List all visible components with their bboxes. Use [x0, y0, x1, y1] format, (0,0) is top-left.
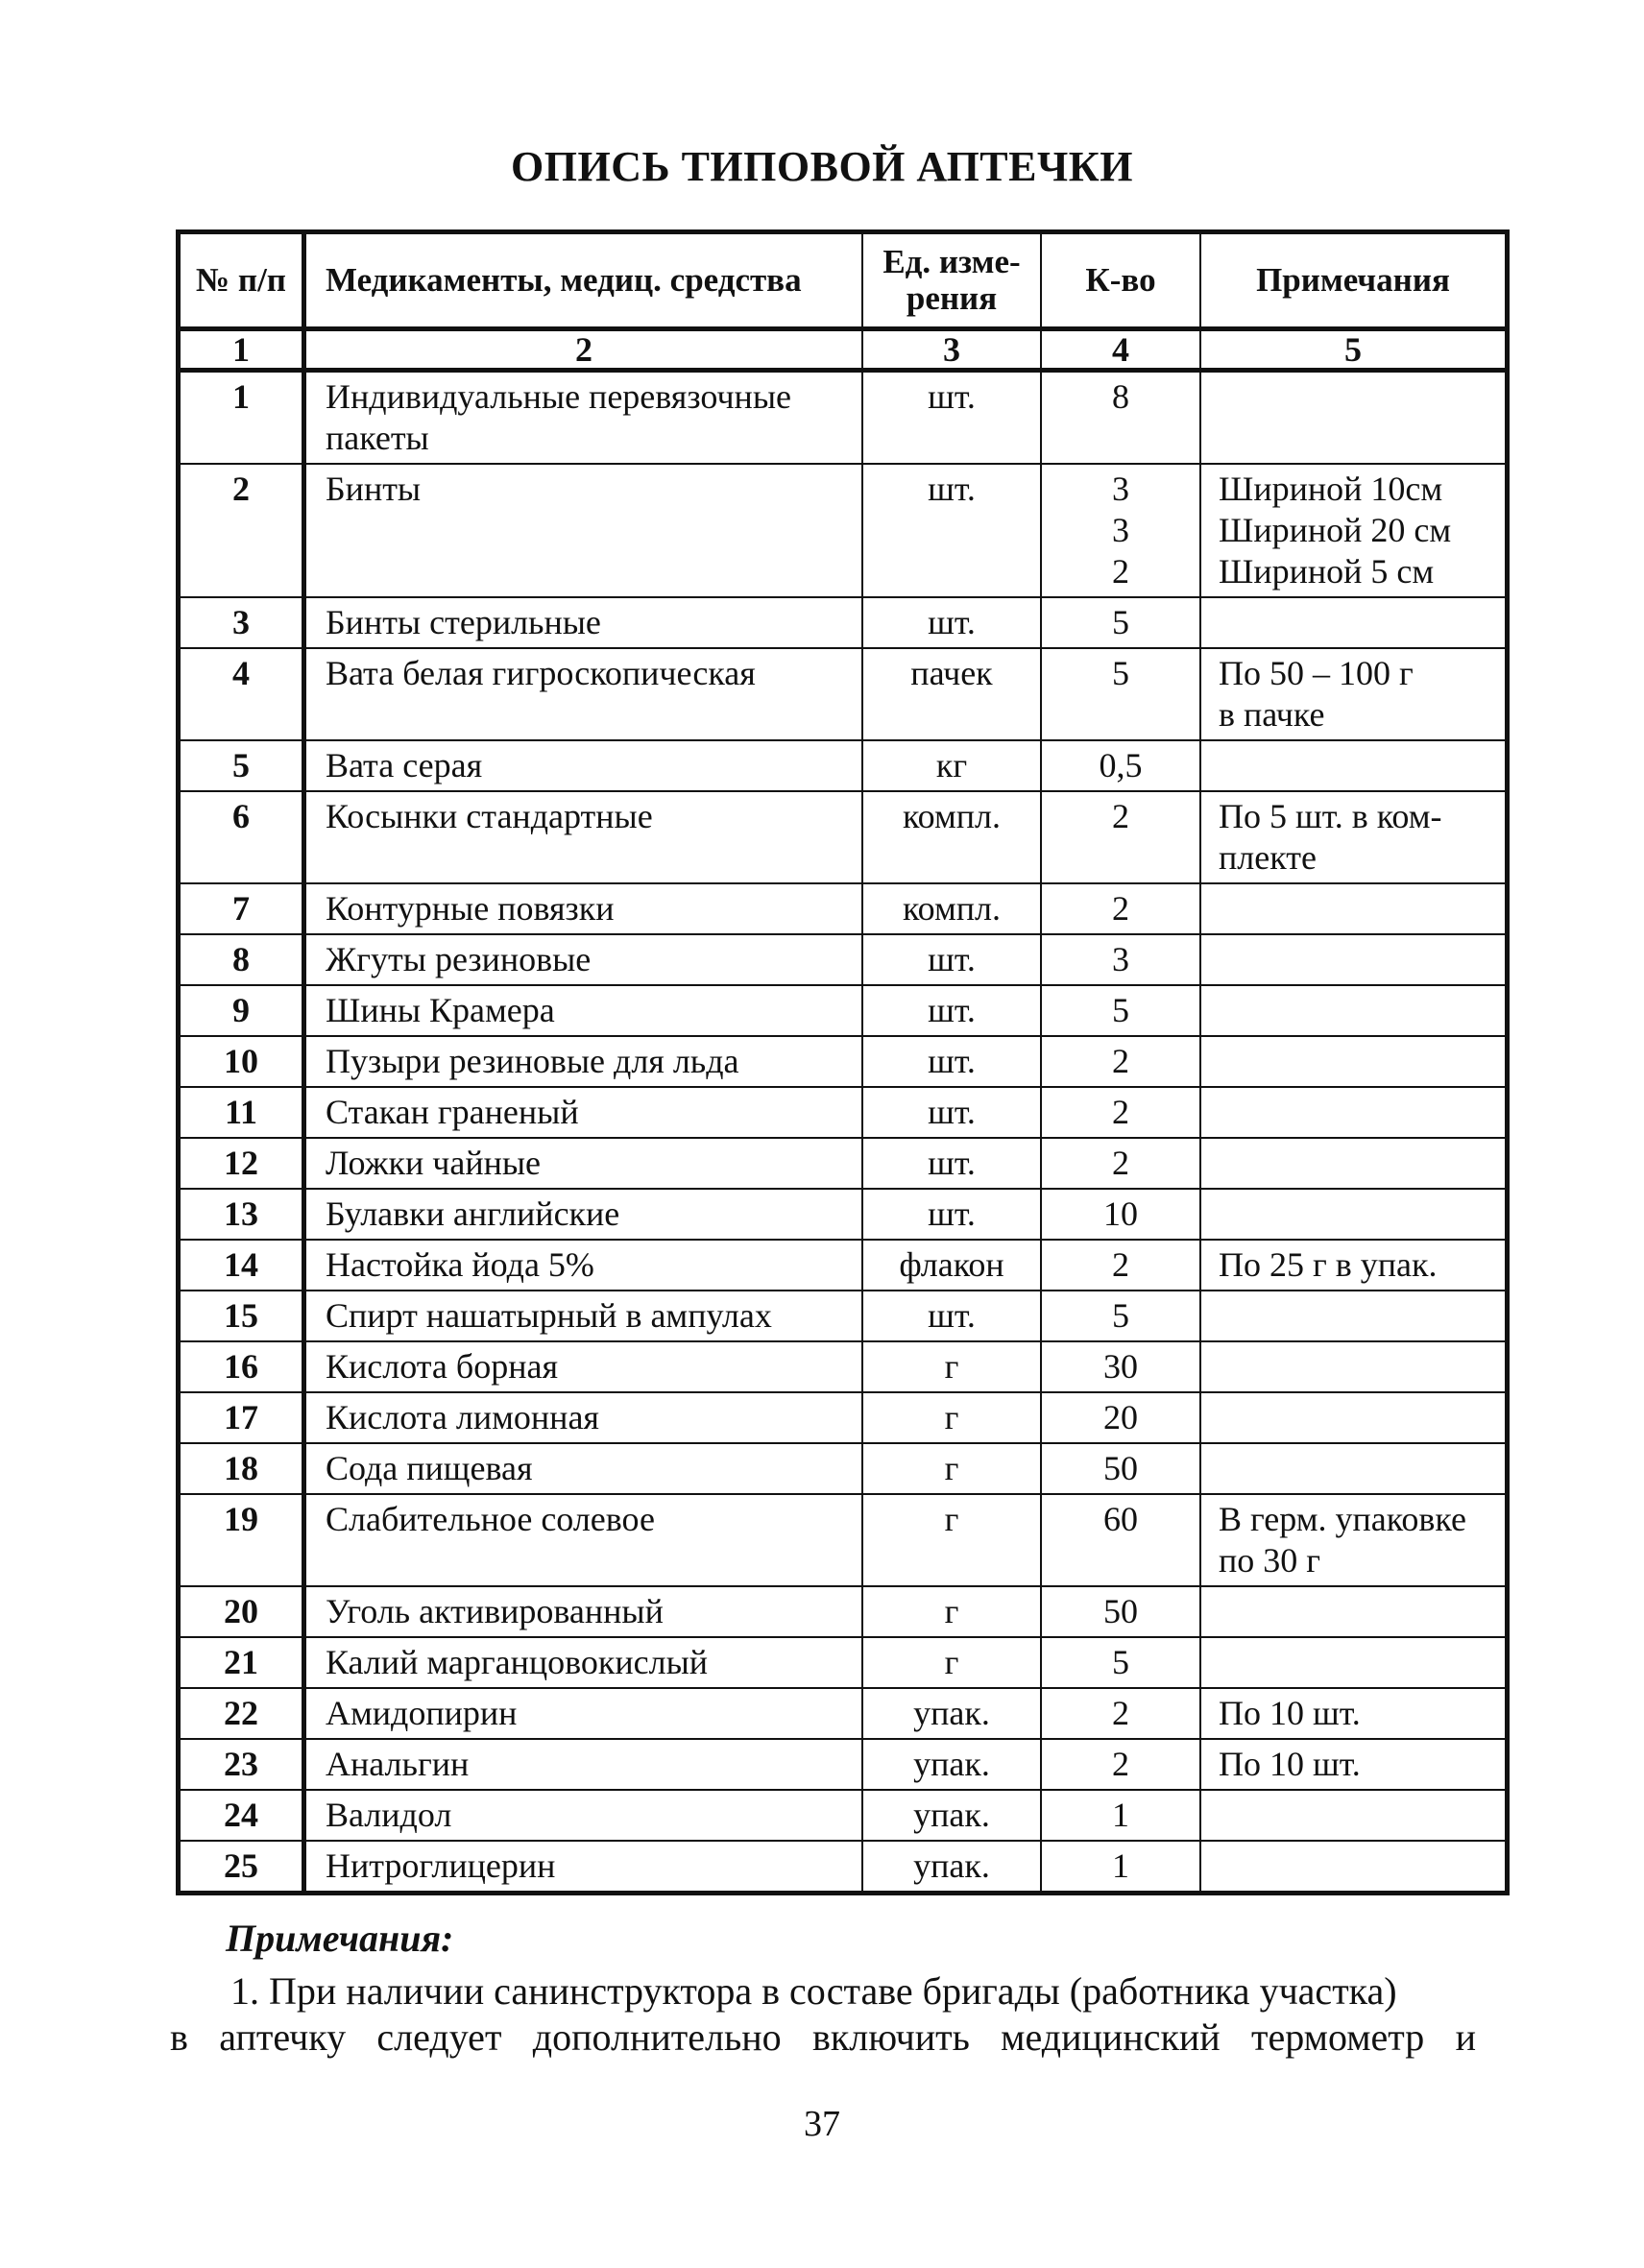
quantity-cell — [1041, 985, 1200, 1036]
header-quantity: К-во — [1041, 232, 1200, 329]
note-cell — [1200, 1586, 1508, 1637]
column-number: 3 — [862, 329, 1041, 371]
medication-name-line: Амидопирин — [326, 1694, 518, 1732]
medication-name-line: Калий марганцовокислый — [326, 1643, 709, 1681]
table-row — [179, 1291, 1508, 1341]
row-number: 8 — [179, 934, 304, 985]
medication-name-line: Контурные повязки — [326, 889, 615, 928]
unit-cell: шт. — [862, 1087, 1041, 1138]
medication-name-line: Шины Крамера — [326, 991, 555, 1029]
note-line: В герм. упаковке — [1219, 1500, 1466, 1538]
quantity-line: 2 — [1112, 1042, 1129, 1080]
quantity-cell — [1041, 1341, 1200, 1392]
quantity-line: 1 — [1112, 1796, 1129, 1834]
medication-name — [304, 1739, 863, 1790]
note-cell — [1200, 1087, 1508, 1138]
table-row — [179, 791, 1508, 883]
quantity-line: 2 — [1112, 1093, 1129, 1131]
note-line: Шириной 10см — [1219, 470, 1443, 508]
unit-cell: упак. — [862, 1688, 1041, 1739]
row-number: 13 — [179, 1189, 304, 1240]
quantity-line: 0,5 — [1099, 746, 1143, 784]
quantity-cell — [1041, 1494, 1200, 1586]
quantity-cell — [1041, 791, 1200, 883]
medication-name — [304, 648, 863, 740]
unit-cell: шт. — [862, 1036, 1041, 1087]
medication-name — [304, 1790, 863, 1841]
quantity-cell — [1041, 934, 1200, 985]
table-row — [179, 1443, 1508, 1494]
table-row — [179, 1087, 1508, 1138]
row-number: 15 — [179, 1291, 304, 1341]
unit-cell: г — [862, 1341, 1041, 1392]
row-number: 19 — [179, 1494, 304, 1586]
quantity-line: 50 — [1103, 1592, 1138, 1630]
note-cell — [1200, 1841, 1508, 1894]
row-number: 21 — [179, 1637, 304, 1688]
row-number: 1 — [179, 371, 304, 465]
unit-cell: пачек — [862, 648, 1041, 740]
quantity-cell — [1041, 1688, 1200, 1739]
unit-cell: кг — [862, 740, 1041, 791]
note-line: По 25 г в упак. — [1219, 1245, 1438, 1284]
table-row — [179, 1637, 1508, 1688]
quantity-cell — [1041, 740, 1200, 791]
row-number: 11 — [179, 1087, 304, 1138]
medication-name — [304, 1494, 863, 1586]
unit-cell: шт. — [862, 371, 1041, 465]
medication-name — [304, 1443, 863, 1494]
note-cell — [1200, 1790, 1508, 1841]
note-cell — [1200, 1637, 1508, 1688]
note-cell — [1200, 1189, 1508, 1240]
row-number: 18 — [179, 1443, 304, 1494]
quantity-cell — [1041, 1443, 1200, 1494]
medication-name — [304, 1841, 863, 1894]
medication-name-line: Ложки чайные — [326, 1144, 542, 1182]
medication-name — [304, 1688, 863, 1739]
medication-name — [304, 464, 863, 597]
quantity-cell — [1041, 1790, 1200, 1841]
quantity-line: 1 — [1112, 1846, 1129, 1885]
medication-name — [304, 1291, 863, 1341]
header-unit-line: рения — [906, 279, 998, 317]
note-line: По 5 шт. в ком- — [1219, 797, 1442, 835]
quantity-cell — [1041, 1841, 1200, 1894]
table-row — [179, 1392, 1508, 1443]
note-line: Шириной 20 см — [1219, 511, 1452, 549]
row-number: 16 — [179, 1341, 304, 1392]
row-number: 23 — [179, 1739, 304, 1790]
quantity-cell — [1041, 371, 1200, 465]
row-number: 7 — [179, 883, 304, 934]
note-cell — [1200, 985, 1508, 1036]
row-number: 4 — [179, 648, 304, 740]
quantity-line: 60 — [1103, 1500, 1138, 1538]
table-body — [179, 329, 1508, 1894]
table-row — [179, 1790, 1508, 1841]
medication-name-line: Настойка йода 5% — [326, 1245, 594, 1284]
quantity-line: 2 — [1112, 1694, 1129, 1732]
note-line: По 10 шт. — [1219, 1694, 1361, 1732]
quantity-line: 3 — [1112, 511, 1129, 549]
table-row — [179, 1138, 1508, 1189]
note-cell — [1200, 1240, 1508, 1291]
table-row — [179, 1739, 1508, 1790]
row-number: 20 — [179, 1586, 304, 1637]
notes-heading: Примечания: — [226, 1917, 454, 1960]
medication-name — [304, 1586, 863, 1637]
quantity-line: 5 — [1112, 603, 1129, 641]
table-row — [179, 883, 1508, 934]
note-cell — [1200, 1688, 1508, 1739]
table-row — [179, 464, 1508, 597]
medication-name-line: Индивидуальные перевязочные — [326, 377, 791, 416]
note-line: по 30 г — [1219, 1541, 1321, 1580]
medication-name-line: Анальгин — [326, 1745, 470, 1783]
table-header-row — [179, 232, 1508, 329]
quantity-line: 2 — [1112, 889, 1129, 928]
note-cell — [1200, 1739, 1508, 1790]
unit-cell: г — [862, 1443, 1041, 1494]
quantity-cell — [1041, 883, 1200, 934]
medication-name-line: Бинты стерильные — [326, 603, 601, 641]
header-number: № п/п — [179, 232, 304, 329]
quantity-line: 2 — [1112, 1245, 1129, 1284]
medication-name-line: Пузыри резиновые для льда — [326, 1042, 739, 1080]
medication-name-line: Булавки английские — [326, 1194, 620, 1233]
quantity-cell — [1041, 1189, 1200, 1240]
note-cell — [1200, 597, 1508, 648]
medication-name-line: Бинты — [326, 470, 422, 508]
note-cell — [1200, 883, 1508, 934]
inventory-table — [176, 229, 1510, 1895]
unit-cell: флакон — [862, 1240, 1041, 1291]
medication-name — [304, 1087, 863, 1138]
quantity-cell — [1041, 648, 1200, 740]
table-row — [179, 934, 1508, 985]
row-number: 2 — [179, 464, 304, 597]
unit-cell: шт. — [862, 1189, 1041, 1240]
medication-name-line: Стакан граненый — [326, 1093, 579, 1131]
row-number: 24 — [179, 1790, 304, 1841]
quantity-cell — [1041, 1586, 1200, 1637]
note-cell — [1200, 464, 1508, 597]
quantity-line: 10 — [1103, 1194, 1138, 1233]
note-cell — [1200, 740, 1508, 791]
header-notes: Примечания — [1200, 232, 1508, 329]
table-row — [179, 1841, 1508, 1894]
unit-cell: шт. — [862, 1138, 1041, 1189]
medication-name — [304, 934, 863, 985]
header-unit-line: Ед. изме- — [882, 243, 1021, 280]
note-cell — [1200, 934, 1508, 985]
medication-name — [304, 1240, 863, 1291]
note-line: плекте — [1219, 838, 1317, 877]
quantity-cell — [1041, 1087, 1200, 1138]
note-cell — [1200, 1392, 1508, 1443]
quantity-cell — [1041, 1138, 1200, 1189]
row-number: 22 — [179, 1688, 304, 1739]
medication-name — [304, 371, 863, 465]
note-cell — [1200, 371, 1508, 465]
row-number: 6 — [179, 791, 304, 883]
quantity-line: 2 — [1112, 1745, 1129, 1783]
column-number: 1 — [179, 329, 304, 371]
column-number: 2 — [304, 329, 863, 371]
unit-cell: шт. — [862, 934, 1041, 985]
note-cell — [1200, 1036, 1508, 1087]
medication-name — [304, 740, 863, 791]
quantity-line: 3 — [1112, 940, 1129, 978]
table-row — [179, 1189, 1508, 1240]
medication-name — [304, 985, 863, 1036]
medication-name — [304, 883, 863, 934]
quantity-line: 5 — [1112, 1296, 1129, 1335]
medication-name — [304, 1138, 863, 1189]
table-row — [179, 1586, 1508, 1637]
medication-name — [304, 1392, 863, 1443]
unit-cell: г — [862, 1586, 1041, 1637]
note-cell — [1200, 1291, 1508, 1341]
table-row — [179, 985, 1508, 1036]
notes-paragraph-line: 1. При наличии санинструктора в составе бригады (работника участка) — [230, 1969, 1397, 2013]
note-line: По 10 шт. — [1219, 1745, 1361, 1783]
note-cell — [1200, 791, 1508, 883]
note-line: Шириной 5 см — [1219, 552, 1435, 591]
note-line: в пачке — [1219, 695, 1325, 734]
page-number: 37 — [804, 2104, 840, 2144]
row-number: 12 — [179, 1138, 304, 1189]
column-number-row — [179, 329, 1508, 371]
table-row — [179, 597, 1508, 648]
quantity-line: 5 — [1112, 654, 1129, 692]
table-row — [179, 1341, 1508, 1392]
unit-cell: упак. — [862, 1739, 1041, 1790]
table-row — [179, 371, 1508, 465]
quantity-line: 2 — [1112, 797, 1129, 835]
medication-name — [304, 1341, 863, 1392]
unit-cell: шт. — [862, 1291, 1041, 1341]
table-row — [179, 648, 1508, 740]
quantity-cell — [1041, 464, 1200, 597]
unit-cell: шт. — [862, 985, 1041, 1036]
row-number: 9 — [179, 985, 304, 1036]
medication-name-line: Вата серая — [326, 746, 483, 784]
unit-cell: упак. — [862, 1841, 1041, 1894]
medication-name-line: Кислота лимонная — [326, 1398, 599, 1436]
medication-name-line: Слабительное солевое — [326, 1500, 655, 1538]
quantity-line: 8 — [1112, 377, 1129, 416]
quantity-line: 5 — [1112, 991, 1129, 1029]
table-row — [179, 740, 1508, 791]
quantity-cell — [1041, 1392, 1200, 1443]
quantity-cell — [1041, 1291, 1200, 1341]
medication-name-line: Косынки стандартные — [326, 797, 653, 835]
quantity-line: 3 — [1112, 470, 1129, 508]
medication-name-line: Спирт нашатырный в ампулах — [326, 1296, 772, 1335]
page-title: ОПИСЬ ТИПОВОЙ АПТЕЧКИ — [511, 143, 1133, 190]
quantity-cell — [1041, 1036, 1200, 1087]
row-number: 5 — [179, 740, 304, 791]
quantity-cell — [1041, 597, 1200, 648]
column-number: 5 — [1200, 329, 1508, 371]
note-cell — [1200, 1443, 1508, 1494]
medication-name-line: Кислота борная — [326, 1347, 559, 1386]
medication-name — [304, 597, 863, 648]
medication-name-line: Уголь активированный — [326, 1592, 664, 1630]
row-number: 25 — [179, 1841, 304, 1894]
unit-cell: компл. — [862, 791, 1041, 883]
unit-cell: г — [862, 1637, 1041, 1688]
note-line: По 50 – 100 г — [1219, 654, 1414, 692]
note-cell — [1200, 1494, 1508, 1586]
medication-name-line: Сода пищевая — [326, 1449, 533, 1487]
quantity-line: 5 — [1112, 1643, 1129, 1681]
note-cell — [1200, 1138, 1508, 1189]
row-number: 14 — [179, 1240, 304, 1291]
quantity-cell — [1041, 1240, 1200, 1291]
medication-name-line: Вата белая гигроскопическая — [326, 654, 756, 692]
quantity-cell — [1041, 1637, 1200, 1688]
medication-name — [304, 1036, 863, 1087]
quantity-line: 2 — [1112, 552, 1129, 591]
header-medication: Медикаменты, медиц. средства — [304, 232, 863, 329]
medication-name-line: Валидол — [326, 1796, 452, 1834]
quantity-line: 30 — [1103, 1347, 1138, 1386]
medication-name-line: Жгуты резиновые — [326, 940, 592, 978]
table-row — [179, 1036, 1508, 1087]
column-number: 4 — [1041, 329, 1200, 371]
medication-name — [304, 1189, 863, 1240]
row-number: 17 — [179, 1392, 304, 1443]
table-row — [179, 1240, 1508, 1291]
unit-cell: компл. — [862, 883, 1041, 934]
medication-name — [304, 791, 863, 883]
table-row — [179, 1688, 1508, 1739]
unit-cell: шт. — [862, 464, 1041, 597]
table-row — [179, 1494, 1508, 1586]
unit-cell: г — [862, 1494, 1041, 1586]
note-cell — [1200, 1341, 1508, 1392]
unit-cell: г — [862, 1392, 1041, 1443]
row-number: 10 — [179, 1036, 304, 1087]
quantity-line: 50 — [1103, 1449, 1138, 1487]
row-number: 3 — [179, 597, 304, 648]
medication-name — [304, 1637, 863, 1688]
quantity-line: 20 — [1103, 1398, 1138, 1436]
unit-cell: шт. — [862, 597, 1041, 648]
header-unit — [862, 232, 1041, 329]
quantity-line: 2 — [1112, 1144, 1129, 1182]
notes-paragraph-line: в аптечку следует дополнительно включить медицинский термометр и — [170, 2015, 1476, 2059]
unit-cell: упак. — [862, 1790, 1041, 1841]
quantity-cell — [1041, 1739, 1200, 1790]
note-cell — [1200, 648, 1508, 740]
medication-name-line: Нитроглицерин — [326, 1846, 556, 1885]
medication-name-line: пакеты — [326, 419, 429, 457]
